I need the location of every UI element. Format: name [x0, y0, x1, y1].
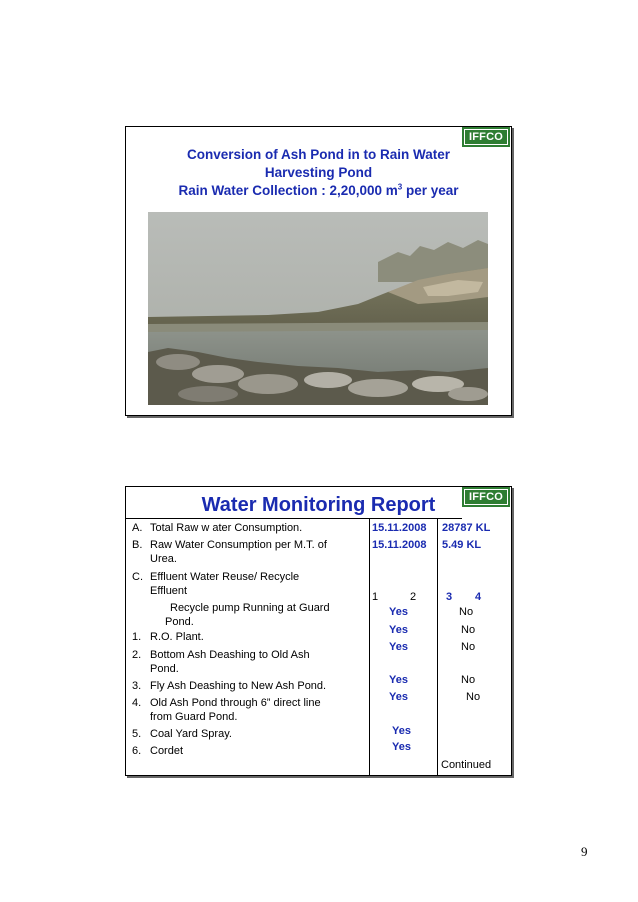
slide1-title-line2: Harvesting Pond	[264, 165, 373, 180]
status-yes: Yes	[389, 674, 408, 686]
recycle-line1: Recycle pump Running at Guard	[170, 602, 330, 614]
row-a-desc: Total Raw w ater Consumption.	[150, 522, 303, 534]
continued-label: Continued	[441, 759, 492, 771]
slide2-title: Water Monitoring Report	[201, 494, 436, 516]
row-b-value: 5.49 KL	[442, 539, 482, 551]
column-divider-2	[437, 518, 438, 775]
status-no: No	[459, 606, 474, 618]
slide-ash-pond	[125, 126, 512, 416]
item-2-desc-line2: Pond.	[150, 663, 179, 675]
row-b-desc-line2: Urea.	[150, 553, 177, 565]
row-a-number: A.	[132, 522, 143, 534]
slide1-title-line3: Rain Water Collection : 2,20,000 $m^3$ per year	[178, 182, 459, 198]
status-no: No	[466, 691, 481, 703]
pond-photo	[148, 212, 488, 405]
item-2-desc-line1: Bottom Ash Deashing to Old Ash	[150, 649, 310, 661]
column-label-1: 1	[372, 591, 379, 603]
status-no: No	[461, 674, 476, 686]
status-yes: Yes	[389, 691, 408, 703]
slide1-title-line1: Conversion of Ash Pond in to Rain Water	[186, 147, 450, 162]
column-label-4: 4	[475, 591, 482, 603]
recycle-line2: Pond.	[165, 616, 194, 628]
row-a-value: 28787 KL	[442, 522, 491, 534]
item-6-desc: Cordet	[150, 745, 184, 757]
item-4-desc-line1: Old Ash Pond through 6” direct line	[150, 697, 321, 709]
item-1-number: 1.	[132, 631, 142, 643]
status-yes: Yes	[389, 606, 408, 618]
status-yes: Yes	[389, 641, 408, 653]
page-number: 9	[581, 844, 588, 859]
status-yes: Yes	[389, 624, 408, 636]
title-divider	[126, 518, 462, 519]
row-b-date: 15.11.2008	[372, 539, 427, 551]
status-no: No	[461, 641, 476, 653]
column-label-2: 2	[410, 591, 417, 603]
status-no: No	[461, 624, 476, 636]
item-6-number: 6.	[132, 745, 142, 757]
item-5-desc: Coal Yard Spray.	[150, 728, 232, 740]
row-b-number: B.	[132, 539, 143, 551]
row-c-number: C.	[132, 571, 143, 583]
item-1-desc: R.O. Plant.	[150, 631, 204, 643]
iffco-logo: IFFCO	[462, 127, 510, 147]
iffco-logo: IFFCO	[462, 487, 510, 507]
item-3-number: 3.	[132, 680, 142, 692]
status-yes: Yes	[392, 741, 411, 753]
row-b-desc-line1: Raw Water Consumption per M.T. of	[150, 539, 327, 551]
item-4-number: 4.	[132, 697, 142, 709]
row-c-desc-line2: Effluent	[150, 585, 188, 597]
item-5-number: 5.	[132, 728, 142, 740]
row-c-desc-line1: Effluent Water Reuse/ Recycle	[150, 571, 300, 583]
column-label-3: 3	[446, 591, 453, 603]
row-a-date: 15.11.2008	[372, 522, 427, 534]
column-divider-1	[369, 518, 370, 775]
item-4-desc-line2: from Guard Pond.	[150, 711, 238, 723]
item-2-number: 2.	[132, 649, 142, 661]
item-3-desc: Fly Ash Deashing to New Ash Pond.	[150, 680, 327, 692]
status-yes: Yes	[392, 725, 411, 737]
slide-water-monitoring	[125, 486, 512, 776]
